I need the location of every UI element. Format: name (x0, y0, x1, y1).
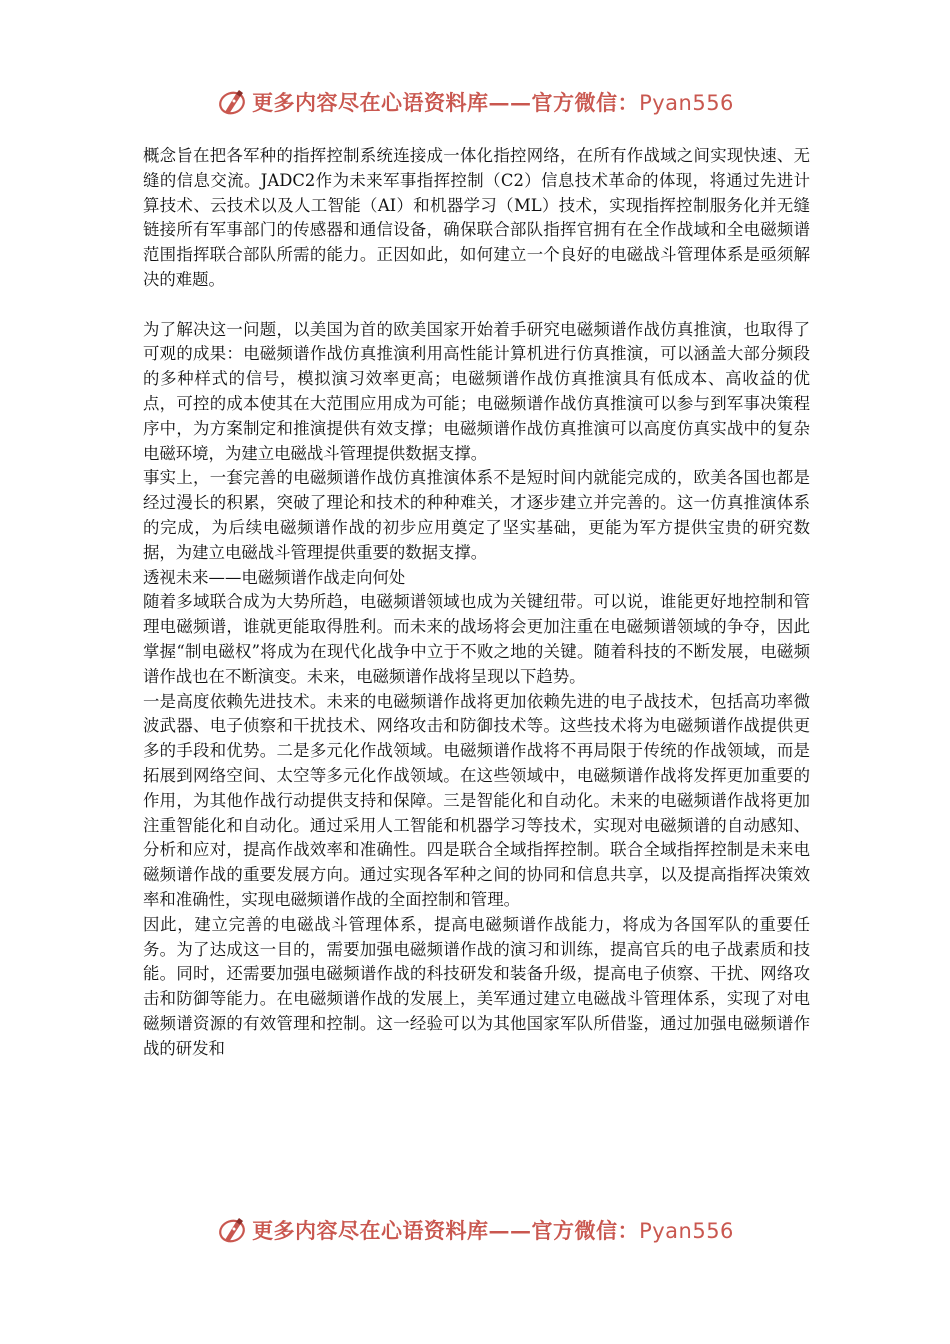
paragraph-conclusion: 因此，建立完善的电磁战斗管理体系，提高电磁频谱作战能力，将成为各国军队的重要任务。为了达成这一目的，需要加强电磁频谱作战的演习和训练，提高官兵的电子战素质和技能。同时，还需要加强电磁频谱作战的科技研发和装备升级，提高电子侦察、干扰、网络攻击和防御等能力。在电磁频谱作战的发展上，美军通过建立电磁战斗管理体系，实现了对电磁频谱资源的有效管理和控制。这一经验可以为其他国家军队所借鉴，通过加强电磁频谱作战的研发和 (143, 914, 810, 1058)
watermark-text: 更多内容尽在心语资料库——官方微信：Pyan556 (252, 1218, 734, 1243)
paragraph-in-fact: 事实上，一套完善的电磁频谱作战仿真推演体系不是短时间内就能完成的，欧美各国也都是经过漫长的积累，突破了理论和技术的种种难关，才逐步建立并完善的。这一仿真推演体系的完成，为后续电磁频谱作战的初步应用奠定了坚实基础，更能为军方提供宝贵的研究数据，为建立电磁战斗管理提供重要的数据支撑。 (143, 468, 810, 562)
article-body (143, 144, 810, 1061)
pen-nib-logo-icon (216, 86, 248, 118)
pen-nib-logo-icon (216, 1214, 248, 1246)
watermark-text: 更多内容尽在心语资料库——官方微信：Pyan556 (252, 90, 734, 115)
footer-watermark (0, 1210, 950, 1250)
paragraph-jadc2: 概念旨在把各军种的指挥控制系统连接成一体化指控网络，在所有作战域之间实现快速、无缝的信息交流。JADC2作为未来军事指挥控制（C2）信息技术革命的体现，将通过先进计算技术、云技术以及人工智能（AI）和机器学习（ML）技术，实现指挥控制服务化并无缝链接所有军事部门的传感器和通信设备，确保联合部队指挥官拥有在全作战域和全电磁频谱范围指挥联合部队所需的能力。正因如此，如何建立一个良好的电磁战斗管理体系是亟须解决的难题。 (143, 146, 810, 289)
paragraph-trends: 一是高度依赖先进技术。未来的电磁频谱作战将更加依赖先进的电子战技术，包括高功率微波武器、电子侦察和干扰技术、网络攻击和防御技术等。这些技术将为电磁频谱作战提供更多的手段和优势。二是多元化作战领域。电磁频谱作战将不再局限于传统的作战领域，而是拓展到网络空间、太空等多元化作战领域。在这些领域中，电磁频谱作战将发挥更加重要的作用，为其他作战行动提供支持和保障。三是智能化和自动化。未来的电磁频谱作战将更加注重智能化和自动化。通过采用人工智能和机器学习等技术，实现对电磁频谱的自动感知、分析和应对，提高作战效率和准确性。四是联合全域指挥控制。联合全域指挥控制是未来电磁频谱作战的重要发展方向。通过实现各军种之间的协同和信息共享，以及提高指挥决策效率和准确性，实现电磁频谱作战的全面控制和管理。 (143, 691, 810, 909)
section-heading: 透视未来——电磁频谱作战走向何处 (143, 567, 406, 587)
paragraph-simulation: 为了解决这一问题，以美国为首的欧美国家开始着手研究电磁频谱作战仿真推演，也取得了可观的成果：电磁频谱作战仿真推演利用高性能计算机进行仿真推演，可以涵盖大部分频段的多种样式的信号，模拟演习效率更高；电磁频谱作战仿真推演具有低成本、高收益的优点，可控的成本使其在大范围应用成为可能；电磁频谱作战仿真推演可以参与到军事决策程序中，为方案制定和推演提供有效支撑；电磁频谱作战仿真推演可以高度仿真实战中的复杂电磁环境，为建立电磁战斗管理提供数据支撑。 (143, 319, 810, 463)
paragraph-multidomain: 随着多域联合成为大势所趋，电磁频谱领域也成为关键纽带。可以说，谁能更好地控制和管理电磁频谱，谁就更能取得胜利。而未来的战场将会更加注重在电磁频谱领域的争夺，因此掌握“制电磁权”将成为在现代化战争中立于不败之地的关键。随着科技的不断发展，电磁频谱作战也在不断演变。未来，电磁频谱作战将呈现以下趋势。 (143, 592, 810, 686)
header-watermark (0, 82, 950, 122)
